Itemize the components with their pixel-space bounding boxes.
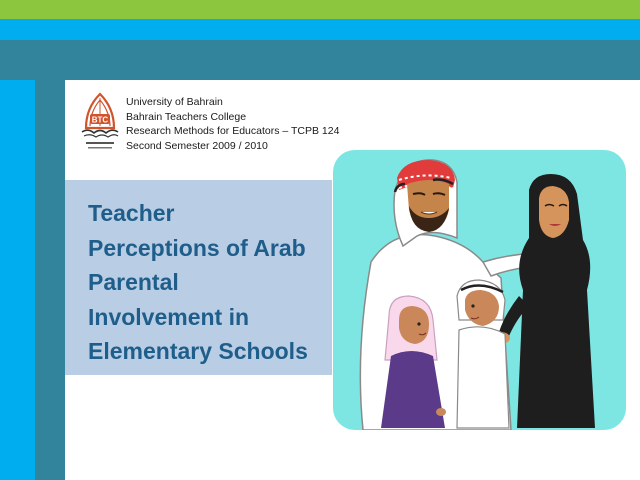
boy-figure [457,280,509,428]
left-cyan-band [0,80,35,480]
course-name: Research Methods for Educators – TCPB 124 [126,125,340,138]
slide-title [88,196,328,369]
title-line: Parental [88,269,179,295]
left-teal-band [35,80,65,480]
semester: Second Semester 2009 / 2010 [126,139,268,152]
logo-abbreviation: BTC [91,115,109,125]
top-green-band [0,0,640,19]
top-cyan-band [0,19,640,40]
college-name: Bahrain Teachers College [126,110,247,123]
title-line: Involvement in [88,303,250,330]
btc-logo-icon [78,92,122,154]
title-line: Elementary Schools [88,338,308,364]
title-line: Teacher [88,200,175,226]
university-name: University of Bahrain [126,96,223,108]
title-line: Perceptions of Arab [88,234,306,261]
top-teal-band [0,40,640,80]
course-header [126,95,339,153]
arab-family-illustration [333,150,626,430]
